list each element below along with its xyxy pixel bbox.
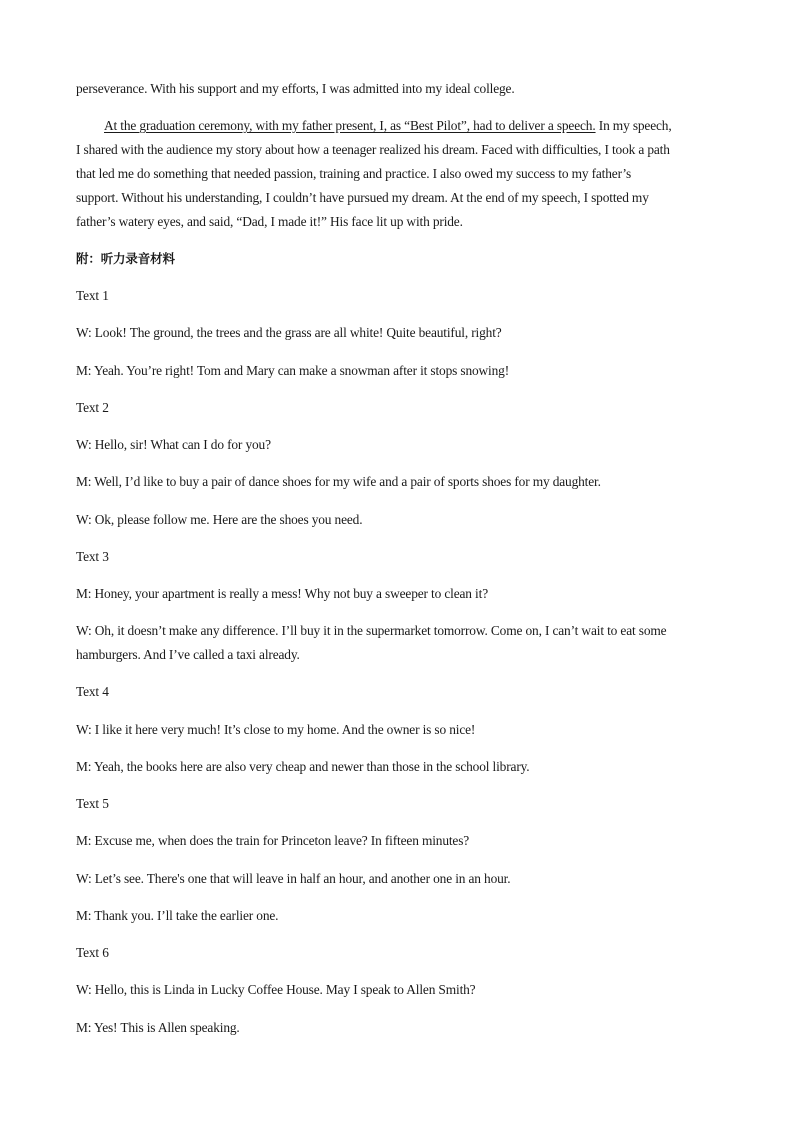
essay-paragraph-line: support. Without his understanding, I couldn’t have pursued my dream. At the end of my speech, I spotted my	[76, 190, 649, 205]
dialogue-line: M: Yeah. You’re right! Tom and Mary can make a snowman after it stops snowing!	[76, 363, 510, 378]
essay-text: In my speech,	[595, 118, 672, 133]
dialogue-line: W: I like it here very much! It’s close to my home. And the owner is so nice!	[76, 722, 476, 737]
text-label: Text 6	[76, 945, 109, 960]
text-label: Text 3	[76, 549, 109, 564]
text-label: Text 5	[76, 796, 109, 811]
dialogue-line: M: Honey, your apartment is really a mess! Why not buy a sweeper to clean it?	[76, 586, 488, 601]
dialogue-line: M: Yeah, the books here are also very cheap and newer than those in the school library.	[76, 759, 530, 774]
appendix-heading: 附：听力录音材料	[76, 251, 175, 266]
dialogue-line: M: Excuse me, when does the train for Princeton leave? In fifteen minutes?	[76, 833, 470, 848]
text-label: Text 1	[76, 288, 109, 303]
dialogue-line: hamburgers. And I’ve called a taxi already.	[76, 647, 300, 662]
essay-paragraph-line	[104, 117, 672, 135]
dialogue-line: W: Let’s see. There's one that will leave in half an hour, and another one in an hour.	[76, 871, 511, 886]
essay-line: perseverance. With his support and my efforts, I was admitted into my ideal college.	[76, 81, 515, 96]
dialogue-line: W: Look! The ground, the trees and the grass are all white! Quite beautiful, right?	[76, 325, 502, 340]
dialogue-line: M: Thank you. I’ll take the earlier one.	[76, 908, 279, 923]
dialogue-line: M: Yes! This is Allen speaking.	[76, 1020, 240, 1035]
dialogue-line: W: Ok, please follow me. Here are the shoes you need.	[76, 512, 363, 527]
dialogue-line: M: Well, I’d like to buy a pair of dance shoes for my wife and a pair of sports shoes for my daughter.	[76, 474, 601, 489]
essay-paragraph-line: that led me do something that needed passion, training and practice. I also owed my success to my father’s	[76, 166, 632, 181]
dialogue-line: W: Hello, this is Linda in Lucky Coffee House. May I speak to Allen Smith?	[76, 982, 476, 997]
dialogue-line: W: Oh, it doesn’t make any difference. I’ll buy it in the supermarket tomorrow. Come on, I can’t wait to eat some	[76, 623, 667, 638]
underlined-sentence: At the graduation ceremony, with my father present, I, as “Best Pilot”, had to deliver a speech.	[104, 118, 596, 133]
essay-paragraph-line: father’s watery eyes, and said, “Dad, I made it!” His face lit up with pride.	[76, 214, 463, 229]
dialogue-line: W: Hello, sir! What can I do for you?	[76, 437, 271, 452]
text-label: Text 2	[76, 400, 109, 415]
text-label: Text 4	[76, 684, 109, 699]
essay-paragraph-line: I shared with the audience my story about how a teenager realized his dream. Faced with difficulties, I took a path	[76, 142, 670, 157]
